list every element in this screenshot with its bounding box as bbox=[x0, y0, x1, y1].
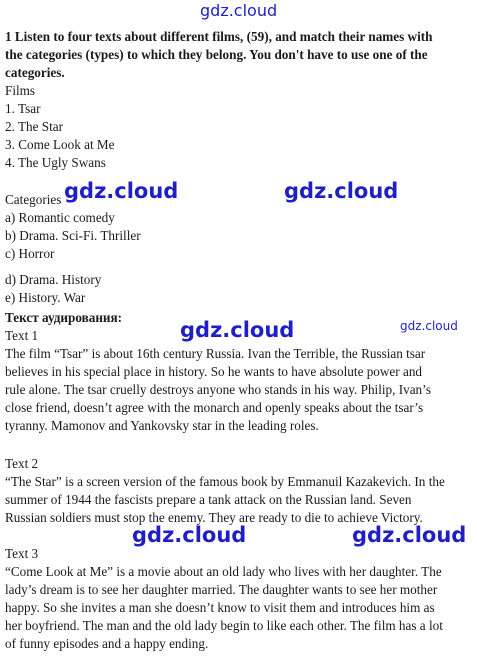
category-item: a) Romantic comedy bbox=[5, 210, 115, 225]
film-item: 1. Tsar bbox=[5, 101, 41, 116]
categories-section bbox=[5, 191, 141, 263]
category-item: b) Drama. Sci-Fi. Thriller bbox=[5, 228, 141, 243]
films-heading: Films bbox=[5, 83, 36, 98]
film-item: 3. Come Look at Me bbox=[5, 137, 115, 152]
film-item: 4. The Ugly Swans bbox=[5, 155, 106, 170]
transcript-text-2 bbox=[5, 455, 445, 527]
task-instruction bbox=[5, 28, 432, 82]
text-line: happy. So she invites a man she doesn’t know to visit them and introduces him as bbox=[5, 600, 435, 615]
transcript-heading: Текст аудирования: bbox=[5, 310, 123, 325]
text-label: Text 2 bbox=[5, 456, 39, 471]
text-line: lady’s dream is to see her daughter married. The daughter wants to see her mother bbox=[5, 582, 438, 597]
watermark-mid-right: gdz.cloud bbox=[284, 179, 399, 203]
text-line: her boyfriend. The man and the old lady begin to like each other. The film has a lot bbox=[5, 618, 443, 633]
instruction-line: the categories (types) to which they belong. You don't have to use one of the bbox=[5, 47, 428, 62]
transcript-text-3 bbox=[5, 545, 443, 653]
text-line: The film “Tsar” is about 16th century Russia. Ivan the Terrible, the Russian tsar bbox=[5, 346, 426, 361]
categories-heading: Categories bbox=[5, 192, 62, 207]
watermark-mid-left: gdz.cloud bbox=[64, 179, 179, 203]
text-line: believes in his special place in history. So he wants to have absolute power and bbox=[5, 364, 423, 379]
films-section bbox=[5, 82, 115, 172]
categories-section-cont bbox=[5, 271, 101, 307]
watermark-center: gdz.cloud bbox=[180, 318, 295, 342]
text-label: Text 3 bbox=[5, 546, 39, 561]
category-item: d) Drama. History bbox=[5, 272, 102, 287]
watermark-bottom-right: gdz.cloud bbox=[352, 523, 467, 547]
text-line: tyranny. Mamonov and Yankovsky star in the leading roles. bbox=[5, 418, 319, 433]
text-line: Russian soldiers must stop the enemy. They are ready to die to achieve Victory. bbox=[5, 510, 423, 525]
text-label: Text 1 bbox=[5, 328, 39, 343]
category-item: c) Horror bbox=[5, 246, 55, 261]
watermark-small-right: gdz.cloud bbox=[400, 319, 458, 333]
text-line: close friend, doesn’t agree with the monarch and openly speaks about the tsar’s bbox=[5, 400, 424, 415]
text-line: summer of 1944 the fascists prepare a tank attack on the Russian land. Seven bbox=[5, 492, 412, 507]
watermark-bottom-left: gdz.cloud bbox=[132, 523, 247, 547]
text-line: “The Star” is a screen version of the famous book by Emmanuil Kazakevich. In the bbox=[5, 474, 445, 489]
film-item: 2. The Star bbox=[5, 119, 63, 134]
watermark-top: gdz.cloud bbox=[200, 1, 278, 20]
transcript-text-1 bbox=[5, 327, 431, 435]
category-item: e) History. War bbox=[5, 290, 86, 305]
instruction-line: categories. bbox=[5, 65, 65, 80]
text-line: “Come Look at Me” is a movie about an old lady who lives with her daughter. The bbox=[5, 564, 442, 579]
text-line: of funny episodes and a happy ending. bbox=[5, 636, 209, 651]
text-line: rule alone. The tsar cruelly destroys anyone who stands in his way. Philip, Ivan’s bbox=[5, 382, 431, 397]
instruction-line: 1 Listen to four texts about different films, (59), and match their names with bbox=[5, 29, 433, 44]
